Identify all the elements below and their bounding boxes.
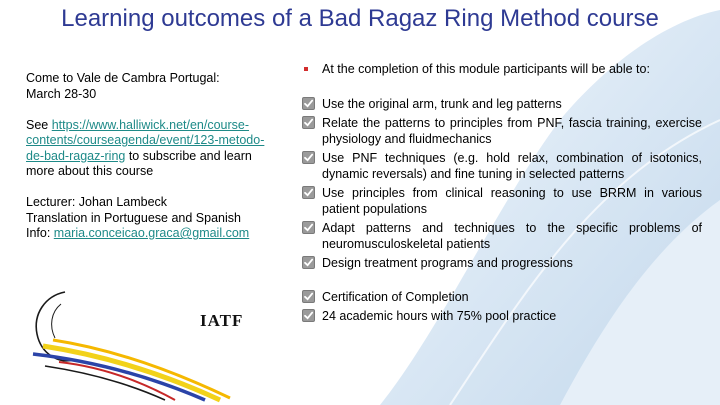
spacer — [302, 276, 702, 290]
outcome-item — [302, 116, 702, 147]
outcome-text: Adapt patterns and techniques to the specific problems of neuromusculoskeletal patients — [322, 221, 702, 251]
outcome-item — [302, 256, 702, 272]
extra-text: Certification of Completion — [322, 289, 469, 304]
checkbox-checked-icon — [302, 221, 315, 234]
see-prefix: See — [26, 117, 52, 132]
course-link[interactable]: https://www.halliwick.net/en/course-contents/courseagenda/event/123-metodo-de-bad-ragaz-ring — [26, 117, 265, 163]
page-title: Learning outcomes of a Bad Ragaz Ring Method course — [61, 5, 659, 32]
checkbox-checked-icon — [302, 290, 315, 303]
outcome-item — [302, 221, 702, 252]
outcome-text: Use PNF techniques (e.g. hold relax, combination of isotonics, dynamic reversals) and fine tuning in selected patterns — [322, 151, 702, 181]
outcome-item — [302, 151, 702, 182]
square-bullet-icon — [304, 67, 308, 71]
outcomes-list — [302, 62, 702, 329]
event-line-1: Come to Vale de Cambra Portugal: — [26, 71, 220, 85]
event-info — [26, 71, 276, 257]
extra-item — [302, 290, 702, 306]
outcome-text: Design treatment programs and progressions — [322, 256, 573, 270]
checkbox-checked-icon — [302, 186, 315, 199]
email-link[interactable]: maria.conceicao.graca@gmail.com — [53, 226, 250, 240]
outcome-item — [302, 97, 702, 113]
see-suffix: to subscribe and learn more about this course — [26, 148, 252, 178]
checkbox-checked-icon — [302, 151, 315, 164]
checkbox-checked-icon — [302, 97, 315, 110]
info-prefix: Info: — [26, 226, 54, 240]
outcome-text: Relate the patterns to principles from PNF, fascia training, exercise physiology and fluidmechanics — [322, 116, 702, 146]
outcome-text: Use principles from clinical reasoning to use BRRM in various patient populations — [322, 186, 702, 216]
outcomes-intro-text: At the completion of this module participants will be able to: — [322, 62, 650, 76]
outcome-item — [302, 186, 702, 217]
subscribe-paragraph — [26, 118, 276, 180]
contact-paragraph — [26, 195, 276, 242]
event-line-2: March 28-30 — [26, 86, 97, 101]
iatf-logo-swoosh — [25, 282, 280, 404]
checkbox-checked-icon — [302, 116, 315, 129]
checkbox-checked-icon — [302, 256, 315, 269]
lecturer: Lecturer: Johan Lambeck — [26, 195, 168, 209]
checkbox-checked-icon — [302, 309, 315, 322]
logo-text: IATF — [200, 311, 244, 330]
outcomes-intro — [302, 62, 702, 78]
event-location — [26, 71, 276, 102]
extra-text: 24 academic hours with 75% pool practice — [322, 309, 557, 323]
translation: Translation in Portuguese and Spanish — [26, 210, 241, 225]
outcome-text: Use the original arm, trunk and leg patterns — [322, 96, 562, 111]
extra-item — [302, 309, 702, 325]
